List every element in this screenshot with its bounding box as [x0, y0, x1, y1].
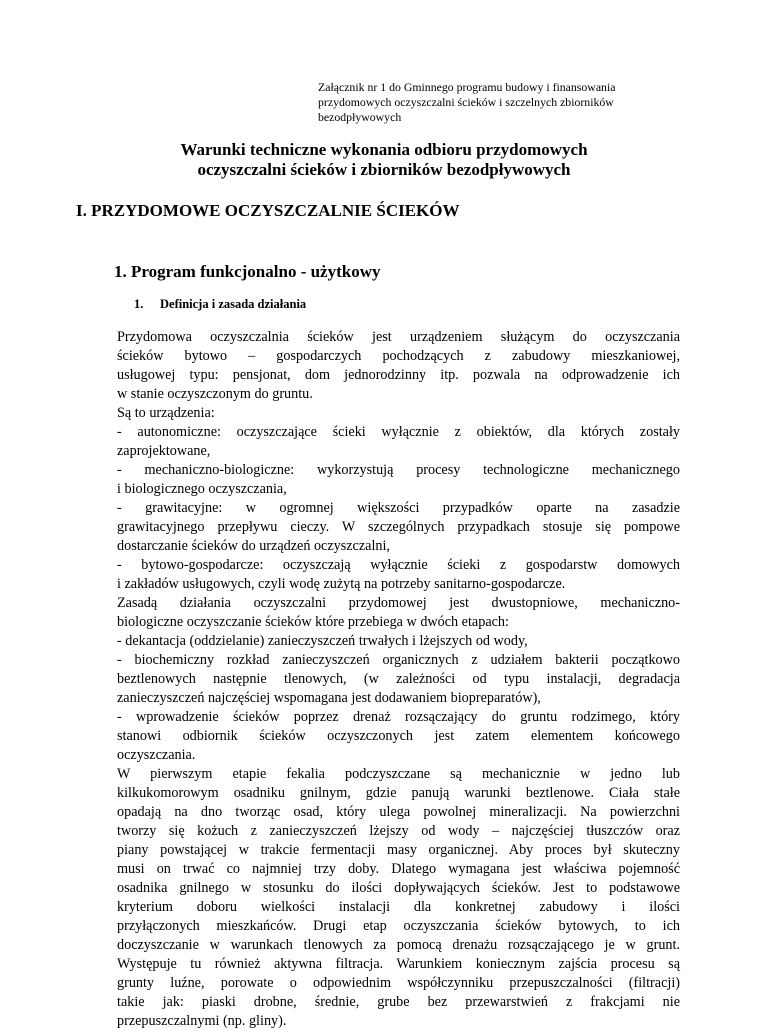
body-line: grawitacyjnego przepływu cieczy. W szczególnych przypadkach stosuje się pompowe [117, 519, 680, 535]
body-line: Występuje tu również aktywna filtracja. Warunkiem koniecznym zajścia procesu są [117, 956, 680, 972]
body-line: przyłączonych mieszkańców. Drugi etap oczyszczania ścieków bytowych, to ich [117, 918, 680, 934]
body-line: Są to urządzenia: [117, 405, 215, 421]
body-line: i biologicznego oczyszczania, [117, 481, 287, 497]
subsubsection-title: Definicja i zasada działania [160, 297, 307, 311]
body-line: dostarczanie ścieków do urządzeń oczyszczalni, [117, 538, 390, 554]
document-title [100, 140, 668, 180]
body-line: oczyszczania. [117, 747, 196, 763]
body-line: grunty luźne, porowate o odpowiednim współczynniku przepuszczalności (filtracji) [117, 975, 680, 991]
annex-note [318, 80, 663, 125]
document-title-line: Warunki techniczne wykonania odbioru przydomowych [180, 140, 588, 159]
body-line: kryterium doboru wielkości instalacji dla konkretnej zabudowy i ilości [117, 899, 680, 915]
body-line: Przydomowa oczyszczalnia ścieków jest urządzeniem służącym do oczyszczania [117, 329, 680, 345]
body-line: biologiczne oczyszczanie ścieków które przebiega w dwóch etapach: [117, 614, 509, 630]
body-line: - grawitacyjne: w ogromnej większości przypadków oparte na zasadzie [117, 500, 680, 516]
body-line: - mechaniczno-biologiczne: wykorzystują procesy technologiczne mechanicznego [117, 462, 680, 478]
body-line: przepuszczalnymi (np. gliny). [117, 1013, 287, 1029]
body-line: w stanie oczyszczonym do gruntu. [117, 386, 313, 402]
body-line: W pierwszym etapie fekalia podczyszczane są mechanicznie w jedno lub [117, 766, 680, 782]
body-line: stanowi odbiornik ścieków oczyszczonych jest zatem elementem końcowego [117, 728, 680, 744]
body-line: tworzy się kożuch z zanieczyszczeń lżejszy od wody – najczęściej tłuszczów oraz [117, 823, 680, 839]
body-line: - autonomiczne: oczyszczające ścieki wyłącznie z obiektów, dla których zostały [117, 424, 680, 440]
body-line: zanieczyszczeń najczęściej wspomagana jest dodawaniem biopreparatów), [117, 690, 541, 706]
body-line: ścieków bytowo – gospodarczych pochodzących z zabudowy mieszkaniowej, [117, 348, 680, 364]
body-line: takie jak: piaski drobne, średnie, grube bez przewarstwień z frakcjami nie [117, 994, 680, 1010]
body-line: - dekantacja (oddzielanie) zanieczyszczeń trwałych i lżejszych od wody, [117, 633, 528, 649]
body-line: - bytowo-gospodarcze: oczyszczają wyłącznie ścieki z gospodarstw domowych [117, 557, 680, 573]
body-line: piany powstającej w trakcie fermentacji masy organicznej. Aby proces był skuteczny [117, 842, 680, 858]
section-heading: I. PRZYDOMOWE OCZYSZCZALNIE ŚCIEKÓW [76, 201, 460, 220]
body-line: - wprowadzenie ścieków poprzez drenaż rozsączający do gruntu rodzimego, który [117, 709, 680, 725]
annex-note-line: przydomowych oczyszczalni ścieków i szczelnych zbiorników [318, 95, 614, 109]
annex-note-line: Załącznik nr 1 do Gminnego programu budowy i finansowania [318, 80, 616, 94]
body-line: osadnika gnilnego w stosunku do ilości dopływających ścieków. Jest to podstawowe [117, 880, 680, 896]
body-line: kilkukomorowym osadniku gnilnym, gdzie panują warunki beztlenowe. Ciała stałe [117, 785, 680, 801]
subsubsection-heading [134, 296, 306, 312]
body-line: opadają na dno tworząc osad, który ulega powolnej mineralizacji. Na powierzchni [117, 804, 680, 820]
body-line: beztlenowych następnie tlenowych, (w zależności od typu instalacji, degradacja [117, 671, 680, 687]
annex-note-line: bezodpływowych [318, 110, 402, 124]
body-text [117, 328, 680, 1031]
body-line: Zasadą działania oczyszczalni przydomowej jest dwustopniowe, mechaniczno- [117, 595, 680, 611]
body-line: - biochemiczny rozkład zanieczyszczeń organicznych z udziałem bakterii początkowo [117, 652, 680, 668]
document-title-line: oczyszczalni ścieków i zbiorników bezodpływowych [197, 160, 571, 179]
body-line: musi on trwać co najmniej trzy doby. Dlatego wymagana jest właściwa pojemność [117, 861, 680, 877]
subsubsection-number: 1. [134, 297, 144, 311]
subsection-heading: 1. Program funkcjonalno - użytkowy [114, 262, 381, 281]
body-line: doczyszczanie w warunkach tlenowych za pomocą drenażu rozsączającego je w grunt. [117, 937, 680, 953]
body-line: usługowej typu: pensjonat, dom jednorodzinny itp. pozwala na odprowadzenie ich [117, 367, 680, 383]
body-line: i zakładów usługowych, czyli wodę zużytą na potrzeby sanitarno-gospodarcze. [117, 576, 566, 592]
body-line: zaprojektowane, [117, 443, 211, 459]
